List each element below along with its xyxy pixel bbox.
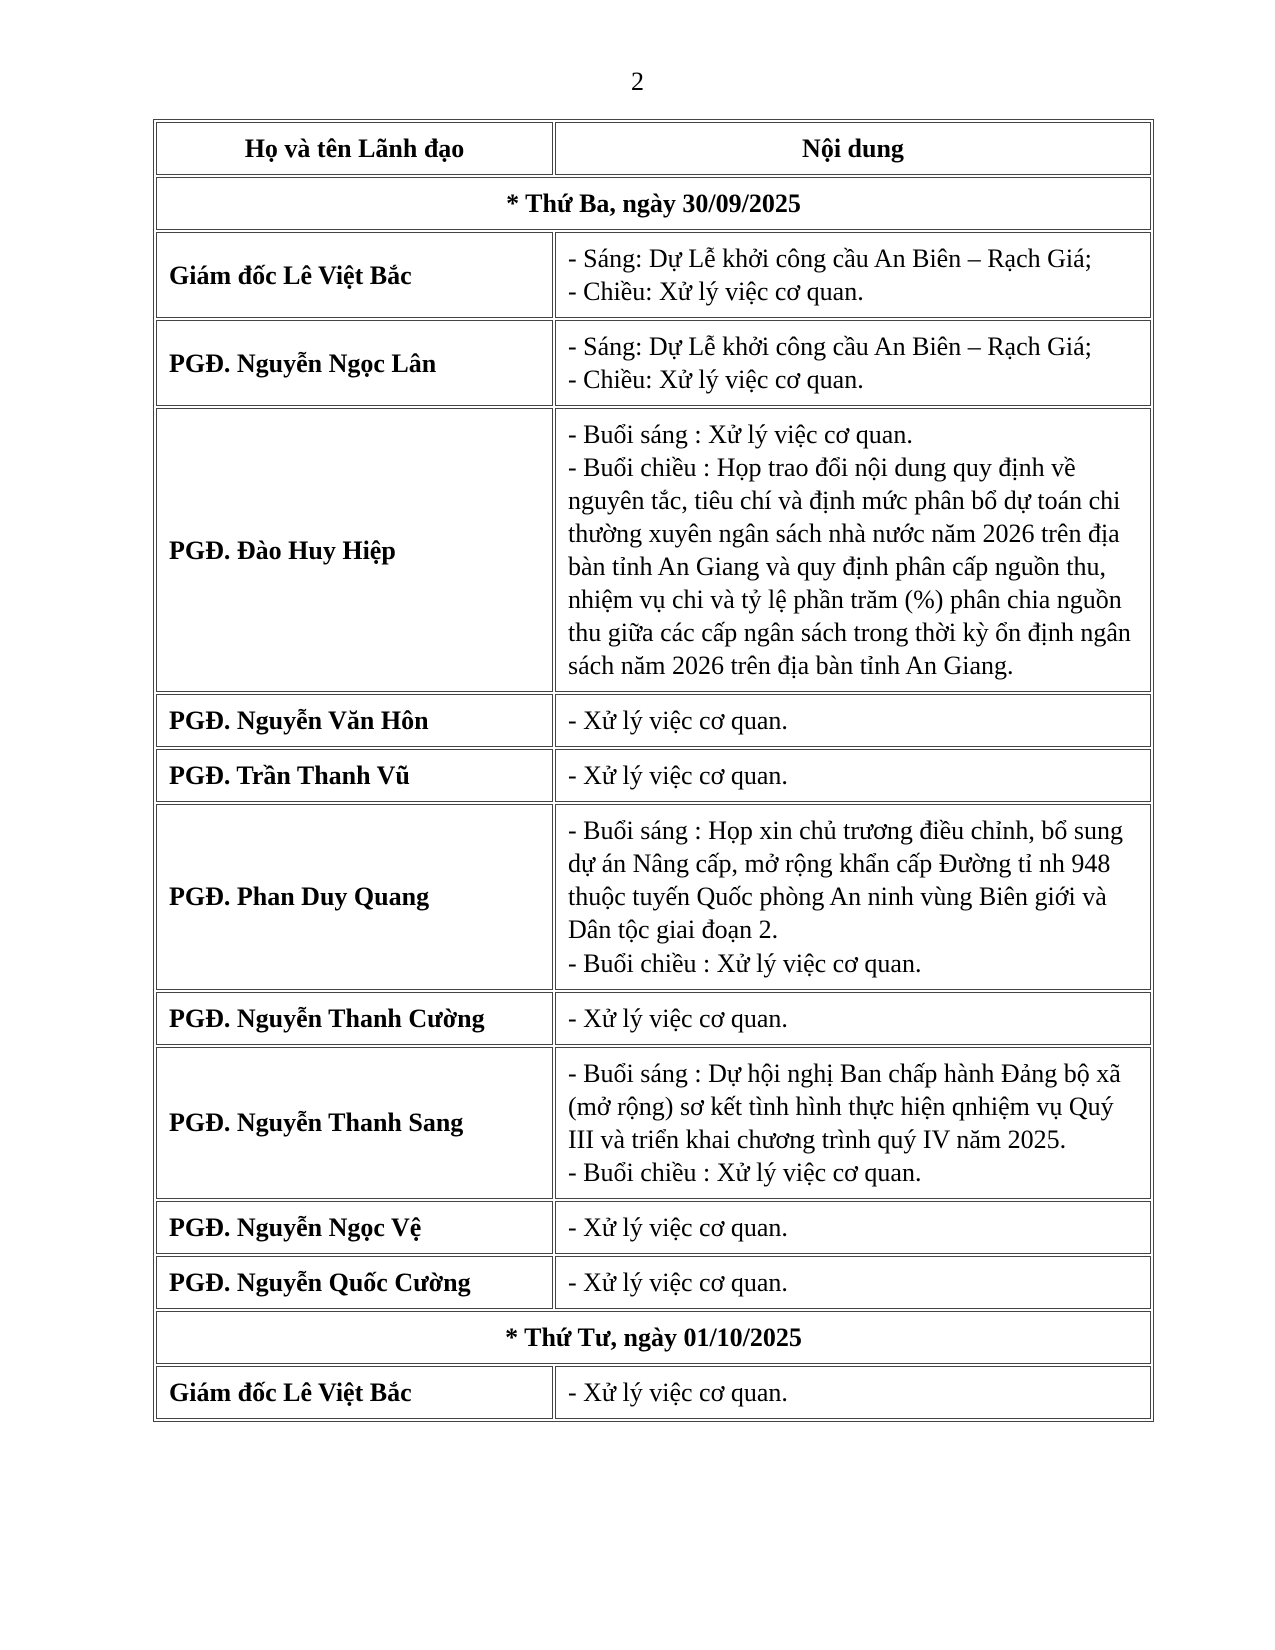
page-number: 2 (631, 67, 644, 96)
content-cell (555, 232, 1151, 318)
content-line: - Xử lý việc cơ quan. (568, 1267, 788, 1297)
leader-name-cell: PGĐ. Nguyễn Thanh Sang (156, 1047, 553, 1199)
content-line: - Xử lý việc cơ quan. (568, 706, 788, 736)
table-row (156, 1256, 1151, 1309)
content-cell (555, 749, 1151, 802)
leader-name-cell: PGĐ. Phan Duy Quang (156, 804, 553, 989)
content-line: - Sáng: Dự Lễ khởi công cầu An Biên – Rạch Giá; (568, 244, 1092, 274)
leader-name-cell: PGĐ. Nguyễn Văn Hôn (156, 694, 553, 747)
content-line: - Chiều: Xử lý việc cơ quan. (568, 277, 864, 307)
content-cell (555, 1256, 1151, 1309)
content-cell (555, 1047, 1151, 1199)
date-header-row (156, 1311, 1151, 1364)
table-header-row (156, 122, 1151, 175)
content-cell (555, 694, 1151, 747)
content-line: - Sáng: Dự Lễ khởi công cầu An Biên – Rạch Giá; (568, 332, 1092, 362)
schedule-table-body (156, 122, 1151, 1418)
leader-name-cell: PGĐ. Nguyễn Ngọc Vệ (156, 1201, 553, 1254)
table-row (156, 804, 1151, 989)
content-line: - Xử lý việc cơ quan. (568, 1003, 788, 1033)
date-header-cell: * Thứ Tư, ngày 01/10/2025 (156, 1311, 1151, 1364)
content-cell (555, 1201, 1151, 1254)
content-line: - Buổi sáng : Xử lý việc cơ quan. (568, 420, 913, 450)
content-line: - Buổi chiều : Họp trao đổi nội dung quy định về nguyên tắc, tiêu chí và định mức phân bổ dự toán chi thường xuyên ngân sách nhà nước năm 2026 trên địa bàn tỉnh An Giang và quy định phân cấp nguồn thu, nhiệm vụ chi và tỷ lệ phần trăm (%) phân chia nguồn thu giữa các cấp ngân sách trong thời kỳ ổn định ngân sách năm 2026 trên địa bàn tỉnh An Giang. (568, 453, 1131, 681)
leader-name-cell: Giám đốc Lê Việt Bắc (156, 1366, 553, 1419)
leader-name-cell: PGĐ. Nguyễn Ngọc Lân (156, 320, 553, 406)
content-cell (555, 992, 1151, 1045)
table-row (156, 1201, 1151, 1254)
content-line: - Buổi sáng : Dự hội nghị Ban chấp hành Đảng bộ xã (mở rộng) sơ kết tình hình thực hiện qnhiệm vụ Quý III và triển khai chương trình quý IV năm 2025. (568, 1058, 1121, 1154)
leader-name-cell: Giám đốc Lê Việt Bắc (156, 232, 553, 318)
content-cell (555, 408, 1151, 692)
content-cell (555, 320, 1151, 406)
table-row (156, 408, 1151, 692)
leader-name-cell: PGĐ. Trần Thanh Vũ (156, 749, 553, 802)
content-line: - Buổi chiều : Xử lý việc cơ quan. (568, 948, 922, 978)
content-line: - Chiều: Xử lý việc cơ quan. (568, 365, 864, 395)
content-cell (555, 804, 1151, 989)
leader-name-cell: PGĐ. Nguyễn Thanh Cường (156, 992, 553, 1045)
content-line: - Buổi chiều : Xử lý việc cơ quan. (568, 1157, 922, 1187)
leader-name-cell: PGĐ. Nguyễn Quốc Cường (156, 1256, 553, 1309)
content-line: - Xử lý việc cơ quan. (568, 1212, 788, 1242)
content-line: - Xử lý việc cơ quan. (568, 761, 788, 791)
table-row (156, 320, 1151, 406)
date-header-cell: * Thứ Ba, ngày 30/09/2025 (156, 177, 1151, 230)
table-row (156, 992, 1151, 1045)
column-header-content: Nội dung (555, 122, 1151, 175)
column-header-leader-name: Họ và tên Lãnh đạo (156, 122, 553, 175)
date-header-row (156, 177, 1151, 230)
table-row (156, 232, 1151, 318)
table-row (156, 749, 1151, 802)
schedule-table (153, 119, 1154, 1421)
content-line: - Buổi sáng : Họp xin chủ trương điều chỉnh, bổ sung dự án Nâng cấp, mở rộng khẩn cấp Đường tỉ nh 948 thuộc tuyến Quốc phòng An ninh vùng Biên giới và Dân tộc giai đoạn 2. (568, 816, 1124, 945)
content-line: - Xử lý việc cơ quan. (568, 1377, 788, 1407)
content-cell (555, 1366, 1151, 1419)
leader-name-cell: PGĐ. Đào Huy Hiệp (156, 408, 553, 692)
table-row (156, 694, 1151, 747)
table-row (156, 1366, 1151, 1419)
table-row (156, 1047, 1151, 1199)
